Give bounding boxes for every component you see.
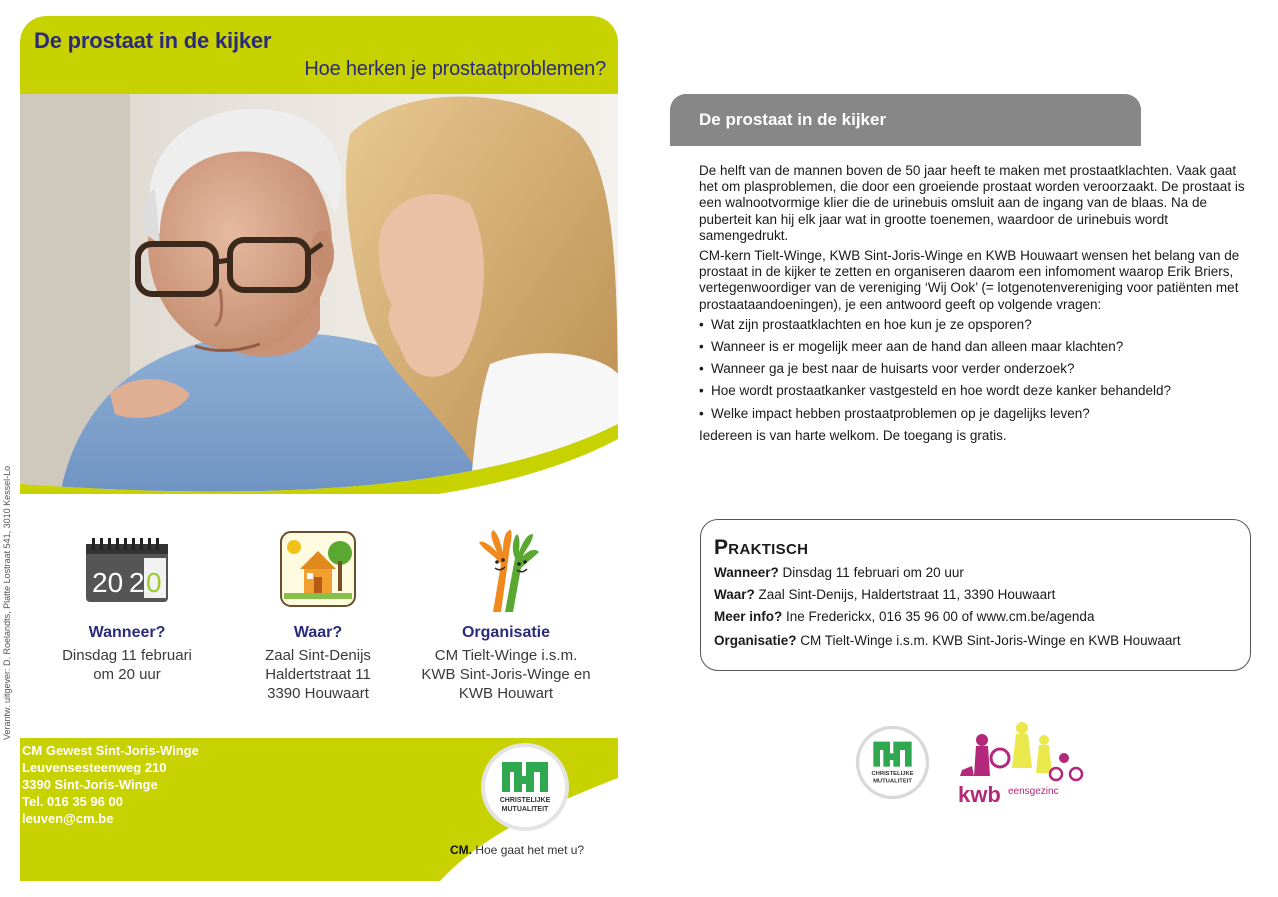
house-drawing-icon xyxy=(223,524,413,614)
info-when xyxy=(32,524,222,684)
svg-text:0: 0 xyxy=(146,567,162,598)
publisher-note: Verantw. uitgever: D. Roelandts, Platte Lostraat 541, 3010 Kessel-Lo xyxy=(2,465,12,740)
list-item: • Hoe wordt prostaatkanker vastgesteld en hoe wordt deze kanker behandeld? xyxy=(699,383,1254,399)
list-item: • Wat zijn prostaatklachten en hoe kun je ze opsporen? xyxy=(699,317,1254,333)
praktisch-box xyxy=(700,519,1251,671)
praktisch-row-when: Wanneer? Dinsdag 11 februari om 20 uur xyxy=(714,565,964,580)
svg-text:20: 20 xyxy=(92,567,124,598)
question-list xyxy=(699,317,1254,422)
praktisch-row-info: Meer info? Ine Frederickx, 016 35 96 00 of www.cm.be/agenda xyxy=(714,609,1095,624)
list-item: • Wanneer is er mogelijk meer aan de hand dan alleen maar klachten? xyxy=(699,339,1254,355)
hands-icon xyxy=(411,524,601,614)
cm-logo-badge xyxy=(480,742,570,832)
svg-text:2: 2 xyxy=(129,567,145,598)
article-heading: De prostaat in de kijker xyxy=(699,110,887,129)
info-organisation xyxy=(411,524,601,703)
list-item: • Welke impact hebben prostaatproblemen op je dagelijks leven? xyxy=(699,406,1254,422)
svg-text:eensgezinc: eensgezinc xyxy=(1008,786,1059,797)
when-line: Dinsdag 11 februari om 20 uur xyxy=(62,647,192,683)
info-where xyxy=(223,524,413,703)
flyer-subtitle: Hoe herken je prostaatproblemen? xyxy=(304,58,606,80)
footer-address: CM Gewest Sint-Joris-Winge Leuvensesteenweg 210 3390 Sint-Joris-Winge Tel. 016 35 96 00 leuven@cm.be xyxy=(22,743,199,826)
svg-text:MUTUALITEIT: MUTUALITEIT xyxy=(501,806,549,813)
praktisch-row-organisation: Organisatie? CM Tielt-Winge i.s.m. KWB Sint-Joris-Winge en KWB Houwaart xyxy=(714,633,1181,648)
svg-text:kwb: kwb xyxy=(958,782,1001,807)
praktisch-row-where: Waar? Zaal Sint-Denijs, Haldertstraat 11, 3390 Houwaart xyxy=(714,587,1056,602)
article-heading-band xyxy=(670,94,1141,146)
article-paragraph-2: CM-kern Tielt-Winge, KWB Sint-Joris-Winge en KWB Houwaart wensen het belang van de prostaat in de kijker te zetten en organiseren daarom een infomoment waarop Erik Briers, vertegenwoordiger van de vereniging ‘Wij Ook’ (= lotgenotenvereniging voor patiënten met prostaataandoeningen), je een antwoord geeft op volgende vragen: xyxy=(699,248,1240,312)
flyer-title: De prostaat in de kijker xyxy=(34,28,272,53)
organisation-line: CM Tielt-Winge i.s.m. KWB Sint-Joris-Winge en KWB Houwart xyxy=(421,647,591,702)
article-body xyxy=(699,163,1254,448)
list-item: • Wanneer ga je best naar de huisarts voor verder onderzoek? xyxy=(699,361,1254,377)
where-line: Zaal Sint-Denijs Haldertstraat 11 3390 Houwaart xyxy=(265,647,371,702)
article-closing: Iedereen is van harte welkom. De toegang is gratis. xyxy=(699,427,1007,443)
doctor-patient-photo xyxy=(20,94,618,494)
svg-text:CHRISTELIJKE: CHRISTELIJKE xyxy=(499,797,551,804)
when-heading: Wanneer? xyxy=(88,624,166,641)
praktisch-title: Praktisch xyxy=(714,536,809,559)
where-heading: Waar? xyxy=(293,624,343,641)
email-link[interactable]: leuven@cm.be xyxy=(22,811,114,826)
calendar-2020-icon xyxy=(32,524,222,614)
article-paragraph-1: De helft van de mannen boven de 50 jaar heeft te maken met prostaatklachten. Vaak gaat het om plasproblemen, die door een groeiende prostaat worden veroorzaakt. De prostaat is een walnootvormige klier die de urinebuis omsluit aan de ingang van de blaas. Na de puberteit kan hij elk jaar wat in grootte toenemen, waardoor de urinebuis wordt samengedrukt. xyxy=(699,163,1245,243)
cm-slogan: CM. Hoe gaat het met u? xyxy=(450,843,585,857)
svg-text:MUTUALITEIT: MUTUALITEIT xyxy=(873,778,912,785)
cm-logo-badge-small xyxy=(855,725,930,800)
svg-text:CHRISTELIJKE: CHRISTELIJKE xyxy=(871,771,914,777)
kwb-logo xyxy=(952,718,1092,808)
organisation-heading: Organisatie xyxy=(461,624,551,641)
